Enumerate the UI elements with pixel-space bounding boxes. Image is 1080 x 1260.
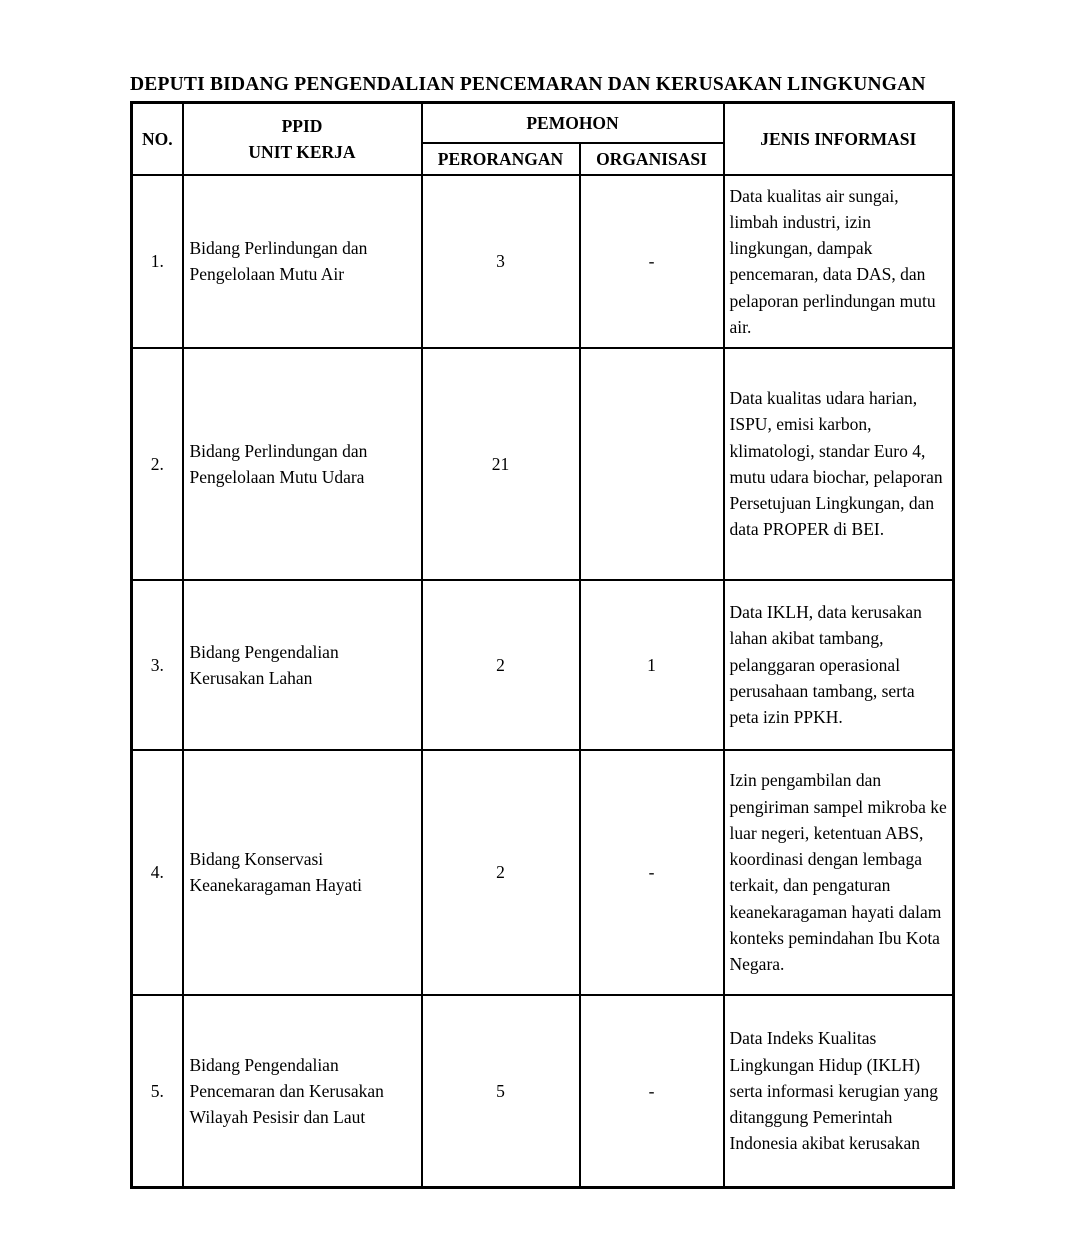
cell-perorangan: 2 — [422, 750, 580, 995]
cell-organisasi: - — [580, 995, 724, 1188]
col-header-organisasi: ORGANISASI — [580, 143, 724, 175]
col-header-ppid-line1: PPID — [281, 115, 323, 136]
cell-jenis-informasi: Data kualitas udara harian, ISPU, emisi karbon, klimatologi, standar Euro 4, mutu udara biochar, pelaporan Persetujuan Lingkungan, dan data PROPER di BEI. — [724, 348, 954, 580]
document-page — [130, 74, 952, 1189]
col-header-ppid-unit-kerja — [183, 103, 422, 175]
cell-jenis-informasi: Data IKLH, data kerusakan lahan akibat tambang, pelanggaran operasional perusahaan tambang, serta peta izin PPKH. — [724, 580, 954, 750]
table-row — [132, 750, 954, 995]
cell-jenis-informasi: Data Indeks Kualitas Lingkungan Hidup (IKLH) serta informasi kerugian yang ditanggung Pemerintah Indonesia akibat kerusakan — [724, 995, 954, 1188]
cell-no: 4. — [132, 750, 183, 995]
cell-organisasi: - — [580, 750, 724, 995]
cell-organisasi: 1 — [580, 580, 724, 750]
ppid-table — [130, 101, 955, 1189]
cell-organisasi — [580, 348, 724, 580]
page-title: DEPUTI BIDANG PENGENDALIAN PENCEMARAN DAN KERUSAKAN LINGKUNGAN — [130, 74, 926, 95]
cell-perorangan: 5 — [422, 995, 580, 1188]
col-header-pemohon: PEMOHON — [422, 103, 724, 143]
col-header-no: NO. — [132, 103, 183, 175]
cell-no: 1. — [132, 175, 183, 348]
table-row — [132, 348, 954, 580]
table-header — [132, 103, 954, 175]
cell-perorangan: 2 — [422, 580, 580, 750]
cell-unit-kerja: Bidang Perlindungan dan Pengelolaan Mutu Air — [183, 175, 422, 348]
cell-no: 5. — [132, 995, 183, 1188]
cell-organisasi: - — [580, 175, 724, 348]
cell-no: 3. — [132, 580, 183, 750]
cell-no: 2. — [132, 348, 183, 580]
cell-unit-kerja: Bidang Perlindungan dan Pengelolaan Mutu Udara — [183, 348, 422, 580]
cell-unit-kerja: Bidang Pengendalian Kerusakan Lahan — [183, 580, 422, 750]
table-row — [132, 175, 954, 348]
cell-unit-kerja: Bidang Pengendalian Pencemaran dan Kerusakan Wilayah Pesisir dan Laut — [183, 995, 422, 1188]
cell-jenis-informasi: Data kualitas air sungai, limbah industri, izin lingkungan, dampak pencemaran, data DAS, dan pelaporan perlindungan mutu air. — [724, 175, 954, 348]
table-body — [132, 175, 954, 1188]
col-header-perorangan: PERORANGAN — [422, 143, 580, 175]
cell-perorangan: 3 — [422, 175, 580, 348]
col-header-ppid-line2: UNIT KERJA — [248, 141, 356, 162]
cell-unit-kerja: Bidang Konservasi Keanekaragaman Hayati — [183, 750, 422, 995]
table-row — [132, 580, 954, 750]
cell-perorangan: 21 — [422, 348, 580, 580]
col-header-jenis-informasi: JENIS INFORMASI — [724, 103, 954, 175]
table-row — [132, 995, 954, 1188]
cell-jenis-informasi: Izin pengambilan dan pengiriman sampel mikroba ke luar negeri, ketentuan ABS, koordinasi dengan lembaga terkait, dan pengaturan keanekaragaman hayati dalam konteks pemindahan Ibu Kota Negara. — [724, 750, 954, 995]
